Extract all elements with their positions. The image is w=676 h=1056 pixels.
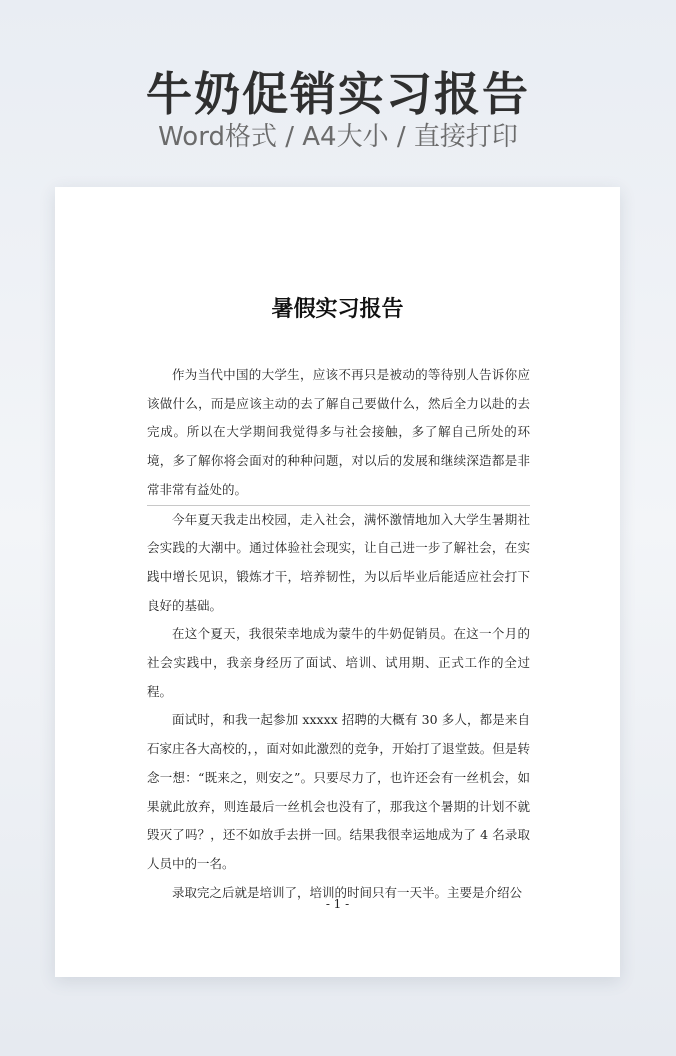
page-number: - 1 - <box>325 897 350 911</box>
banner-title: 牛奶促销实习报告 <box>146 67 530 121</box>
header-banner <box>0 0 676 170</box>
paragraph: 录取完之后就是培训了，培训的时间只有一天半。主要是介绍公 <box>172 884 523 900</box>
paragraph: 今年夏天我走出校园，走入社会，满怀激情地加入大学生暑期社会实践的大潮中。通过体验社会现实，让自己进一步了解社会，在实践中增长见识，锻炼才干，培养韧性，为以后毕业后能适应社会打下良好的基础。 <box>147 511 530 613</box>
paragraph: 面试时，和我一起参加 xxxxx 招聘的大概有 30 多人，都是来自石家庄各大高校的，，面对如此激烈的竞争，开始打了退堂鼓。但是转念一想：“既来之，则安之”。只要尽力了，也许还会有一丝机会，如果就此放弃，则连最后一丝机会也没有了，那我这个暑期的计划不就毁灭了吗？，还不如放手去拼一回。结果我很幸运地成为了 4 名录取人员中的一名。 <box>147 712 530 871</box>
document-body <box>147 361 530 907</box>
document-title: 暑假实习报告 <box>271 297 404 322</box>
paragraph: 作为当代中国的大学生，应该不再只是被动的等待别人告诉你应该做什么，而是应该主动的去了解自己要做什么，然后全力以赴的去完成。所以在大学期间我觉得多与社会接触，多了解自己所处的环境，多了解你将会面对的种种问题，对以后的发展和继续深造都是非常非常有益处的。 <box>147 361 530 506</box>
banner-subtitle: Word格式 / A4大小 / 直接打印 <box>158 122 518 152</box>
document-page <box>55 187 620 977</box>
paragraph: 在这个夏天，我很荣幸地成为蒙牛的牛奶促销员。在这一个月的社会实践中，我亲身经历了面试、培训、试用期、正式工作的全过程。 <box>147 626 530 699</box>
